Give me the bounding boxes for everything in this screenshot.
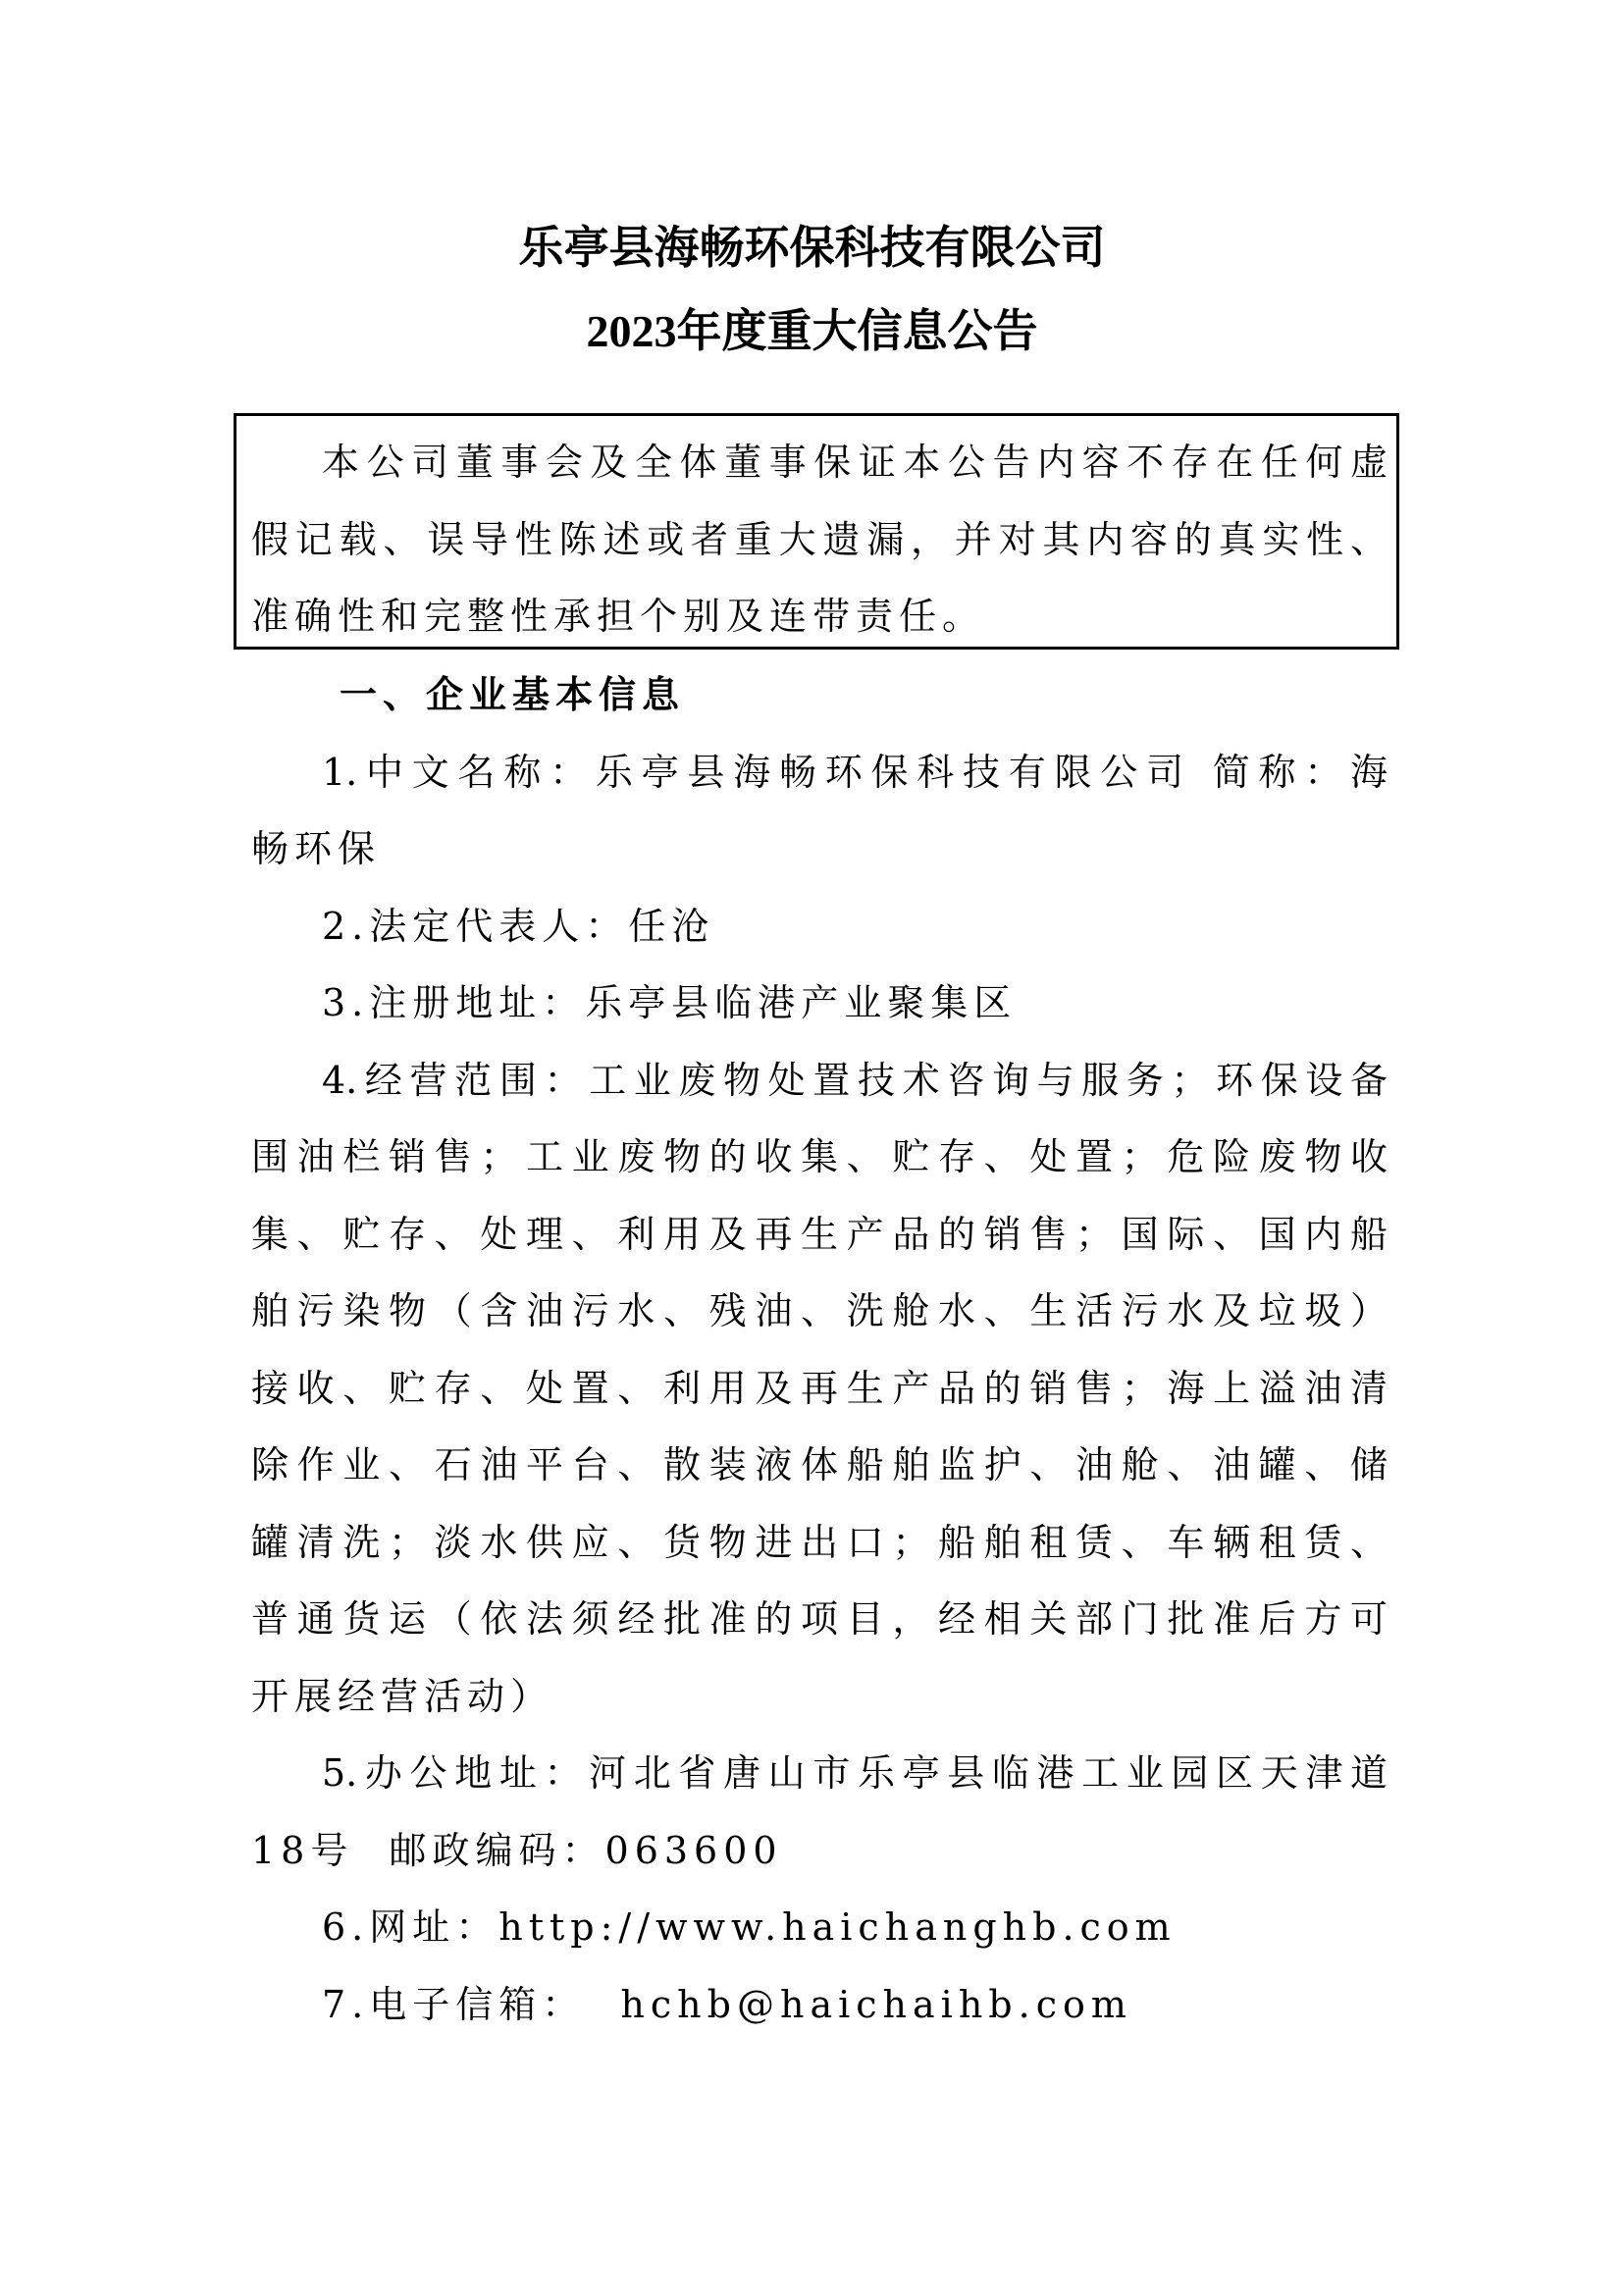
item-website: 6.网址：http://www.haichanghb.com xyxy=(322,1905,1177,1949)
document-subtitle: 2023年度重大信息公告 xyxy=(586,306,1038,356)
item-scope-line: 接收、贮存、处置、利用及再生产品的销售；海上溢油清 xyxy=(251,1366,1388,1410)
item-scope: 4.经营范围：工业废物处置技术咨询与服务；环保设备 xyxy=(322,1058,1388,1102)
statement-line: 本公司董事会及全体董事保证本公告内容不存在任何虚 xyxy=(322,441,1388,484)
item-email: 7.电子信箱： hchb@haichaihb.com xyxy=(322,1982,1132,2026)
item-name: 1.中文名称：乐亭县海畅环保科技有限公司 简称：海 xyxy=(322,750,1388,794)
item-scope-line: 除作业、石油平台、散装液体船舶监护、油舱、油罐、储 xyxy=(251,1443,1388,1487)
document-title: 乐亭县海畅环保科技有限公司 xyxy=(518,223,1106,273)
item-scope-line: 围油栏销售；工业废物的收集、贮存、处置；危险废物收 xyxy=(251,1135,1388,1178)
statement-text xyxy=(251,424,1388,655)
item-reg-address: 3.注册地址：乐亭县临港产业聚集区 xyxy=(322,981,1018,1024)
document-body xyxy=(251,656,1388,2043)
item-scope-line: 罐清洗；淡水供应、货物进出口；船舶租赁、车辆租赁、 xyxy=(251,1520,1388,1564)
item-scope-line: 普通货运（依法须经批准的项目，经相关部门批准后方可 xyxy=(251,1597,1388,1641)
item-office-address-cont: 18号 邮政编码：063600 xyxy=(251,1828,783,1872)
item-scope-line: 集、贮存、处理、利用及再生产品的销售；国际、国内船 xyxy=(251,1212,1388,1256)
item-scope-line: 舶污染物（含油污水、残油、洗舱水、生活污水及垃圾） xyxy=(251,1289,1388,1332)
statement-line: 准确性和完整性承担个别及连带责任。 xyxy=(251,595,986,638)
item-scope-line: 开展经营活动） xyxy=(251,1674,554,1718)
item-legal-rep: 2.法定代表人：任沧 xyxy=(322,904,715,948)
section-heading: 一、企业基本信息 xyxy=(340,672,686,716)
item-name-cont: 畅环保 xyxy=(251,827,382,870)
statement-line: 假记载、误导性陈述或者重大遗漏，并对其内容的真实性、 xyxy=(251,517,1388,561)
item-office-address: 5.办公地址：河北省唐山市乐亭县临港工业园区天津道 xyxy=(322,1751,1388,1795)
